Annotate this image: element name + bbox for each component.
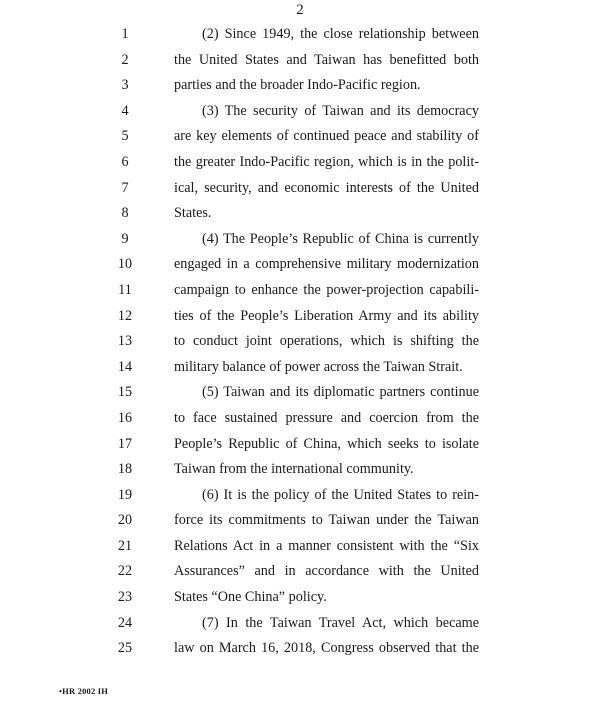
line-number: 3 <box>121 77 129 94</box>
bill-line <box>0 201 600 227</box>
line-text: (5) Taiwan and its diplomatic partners continue <box>202 384 479 401</box>
line-text: the United States and Taiwan has benefitted both <box>174 51 479 68</box>
line-text: campaign to enhance the power-projection capabili- <box>174 281 479 298</box>
bill-line <box>0 534 600 560</box>
line-number: 4 <box>121 102 129 119</box>
line-number: 16 <box>117 409 133 426</box>
bill-identifier-footer: •HR 2002 IH <box>59 686 109 696</box>
line-text: (3) The security of Taiwan and its democracy <box>202 102 479 119</box>
bill-line <box>0 636 600 662</box>
line-number: 19 <box>117 486 133 503</box>
line-number: 14 <box>117 358 133 375</box>
line-number: 23 <box>117 589 133 606</box>
line-text: (7) In the Taiwan Travel Act, which became <box>202 614 479 631</box>
bill-line <box>0 406 600 432</box>
bill-line <box>0 380 600 406</box>
line-number: 12 <box>117 307 133 324</box>
bill-line <box>0 22 600 48</box>
bill-line <box>0 304 600 330</box>
bill-line <box>0 176 600 202</box>
bill-line <box>0 559 600 585</box>
line-text: law on March 16, 2018, Congress observed that the <box>174 640 479 657</box>
bill-line <box>0 150 600 176</box>
line-text: Taiwan from the international community. <box>174 461 414 478</box>
bill-line <box>0 278 600 304</box>
line-number: 6 <box>121 153 129 170</box>
line-text: to conduct joint operations, which is shifting the <box>174 333 479 350</box>
line-number: 18 <box>117 461 133 478</box>
line-text: People’s Republic of China, which seeks to isolate <box>174 435 479 452</box>
page-number: 2 <box>296 2 304 18</box>
bill-line <box>0 457 600 483</box>
bill-line <box>0 252 600 278</box>
bill-line <box>0 227 600 253</box>
bill-line <box>0 611 600 637</box>
line-number: 7 <box>121 179 129 196</box>
line-number: 13 <box>117 333 133 350</box>
line-number: 2 <box>121 51 129 68</box>
bill-line <box>0 483 600 509</box>
line-text: Relations Act in a manner consistent with the “Six <box>174 537 479 554</box>
line-number: 5 <box>121 128 129 145</box>
line-text: States. <box>174 205 212 222</box>
line-number: 11 <box>118 281 132 298</box>
line-number: 25 <box>117 640 133 657</box>
line-text: military balance of power across the Taiwan Strait. <box>174 358 463 375</box>
line-number: 17 <box>117 435 133 452</box>
line-number: 10 <box>117 256 133 273</box>
line-text: (4) The People’s Republic of China is currently <box>202 230 479 247</box>
bill-line <box>0 585 600 611</box>
line-text: ical, security, and economic interests of the United <box>174 179 479 196</box>
bill-line <box>0 48 600 74</box>
line-text: ties of the People’s Liberation Army and its ability <box>174 307 479 324</box>
line-text: Assurances” and in accordance with the United <box>174 563 479 580</box>
line-text: States “One China” policy. <box>174 589 327 606</box>
line-text: parties and the broader Indo-Pacific region. <box>174 77 421 94</box>
bill-line <box>0 329 600 355</box>
line-number: 22 <box>117 563 133 580</box>
bill-line <box>0 99 600 125</box>
bill-line <box>0 73 600 99</box>
line-text: to face sustained pressure and coercion from the <box>174 409 479 426</box>
line-text: engaged in a comprehensive military modernization <box>174 256 479 273</box>
bill-line <box>0 508 600 534</box>
bill-line <box>0 432 600 458</box>
line-text: the greater Indo-Pacific region, which is in the polit- <box>174 153 479 170</box>
line-number: 8 <box>121 205 129 222</box>
bill-line <box>0 355 600 381</box>
line-text: (2) Since 1949, the close relationship between <box>202 26 479 42</box>
bill-line <box>0 124 600 150</box>
line-number: 15 <box>117 384 133 401</box>
line-number: 21 <box>117 537 133 554</box>
line-number: 1 <box>121 26 129 42</box>
line-number: 20 <box>117 512 133 529</box>
line-number: 24 <box>117 614 133 631</box>
line-text: are key elements of continued peace and stability of <box>174 128 479 145</box>
bill-body <box>0 22 600 662</box>
line-number: 9 <box>121 230 129 247</box>
line-text: (6) It is the policy of the United States to rein- <box>202 486 479 503</box>
line-text: force its commitments to Taiwan under the Taiwan <box>174 512 479 529</box>
